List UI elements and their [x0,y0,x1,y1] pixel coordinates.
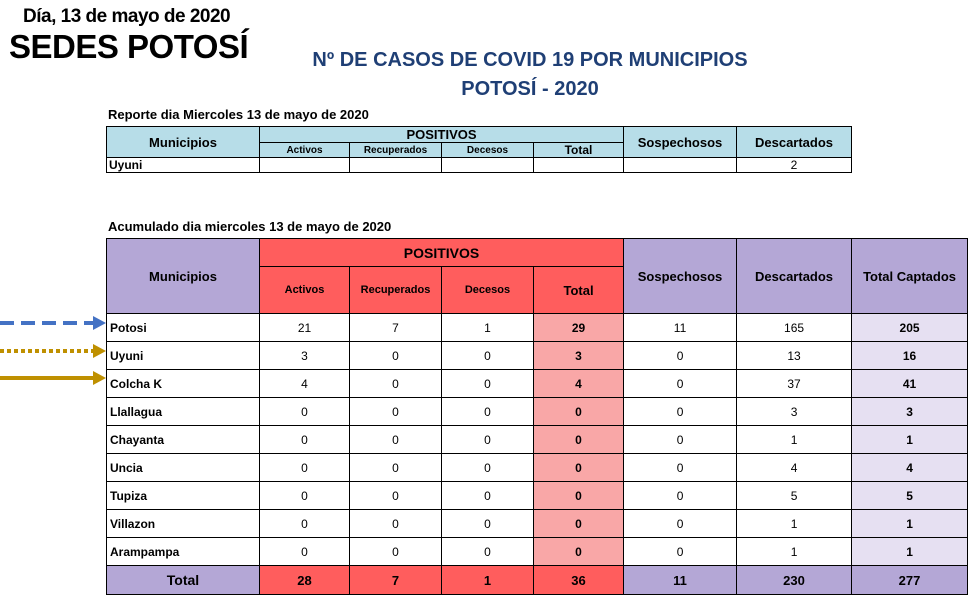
cell-recuperados [350,158,442,173]
cell-descartados: 4 [737,454,852,482]
cell-descartados: 1 [737,538,852,566]
cell-total-captados: 41 [852,370,968,398]
cell-municipio: Potosi [107,314,260,342]
col-decesos: Decesos [442,143,534,158]
daily-report-table [106,126,852,173]
col-recuperados: Recuperados [350,267,442,314]
cell-sospechosos: 0 [624,454,737,482]
cell-decesos: 0 [442,398,534,426]
col-total: Total [534,143,624,158]
accumulated-caption: Acumulado dia miercoles 13 de mayo de 2020 [108,219,392,234]
cell-descartados: 37 [737,370,852,398]
cell-municipio: Uncia [107,454,260,482]
cell-recuperados: 7 [350,314,442,342]
cell-municipio: Uyuni [107,158,260,173]
cell-recuperados: 0 [350,538,442,566]
col-municipios: Municipios [107,239,260,314]
col-activos: Activos [260,267,350,314]
cell-recuperados: 0 [350,370,442,398]
cell-sospechosos: 0 [624,510,737,538]
cell-descartados: 5 [737,482,852,510]
cell-activos: 0 [260,482,350,510]
cell-activos: 0 [260,398,350,426]
cell-recuperados: 0 [350,482,442,510]
cell-recuperados: 0 [350,426,442,454]
cell-activos: 0 [260,426,350,454]
cell-activos: 0 [260,454,350,482]
organization-name: SEDES POTOSÍ [9,28,249,65]
cell-total-captados: 3 [852,398,968,426]
total-activos: 28 [260,566,350,595]
table-row [107,314,968,342]
total-captados: 277 [852,566,968,595]
page-title: Nº DE CASOS DE COVID 19 POR MUNICIPIOS [312,49,748,71]
cell-sospechosos: 0 [624,426,737,454]
cell-total: 0 [534,398,624,426]
totals-row [107,566,968,595]
col-total: Total [534,267,624,314]
cell-total-captados: 205 [852,314,968,342]
total-descartados: 230 [737,566,852,595]
table-row [107,342,968,370]
solid-arrow-icon [0,371,106,385]
cell-recuperados: 0 [350,510,442,538]
cell-decesos: 1 [442,314,534,342]
dashed-arrow-icon [0,316,106,330]
table-row [107,426,968,454]
col-positivos: POSITIVOS [260,127,624,143]
table-row [107,370,968,398]
cell-municipio: Tupiza [107,482,260,510]
cell-total: 4 [534,370,624,398]
cell-total-captados: 1 [852,510,968,538]
report-date: Día, 13 de mayo de 2020 [23,6,231,27]
cell-municipio: Chayanta [107,426,260,454]
cell-decesos: 0 [442,538,534,566]
cell-activos [260,158,350,173]
cell-total-captados: 5 [852,482,968,510]
col-activos: Activos [260,143,350,158]
cell-total-captados: 1 [852,426,968,454]
table-row [107,482,968,510]
cell-sospechosos: 0 [624,398,737,426]
col-decesos: Decesos [442,267,534,314]
cell-activos: 21 [260,314,350,342]
col-total-captados: Total Captados [852,239,968,314]
cell-descartados: 165 [737,314,852,342]
col-descartados: Descartados [737,127,852,158]
cell-descartados: 2 [737,158,852,173]
cell-sospechosos [624,158,737,173]
cell-total-captados: 16 [852,342,968,370]
col-sospechosos: Sospechosos [624,127,737,158]
cell-municipio: Llallagua [107,398,260,426]
cell-recuperados: 0 [350,454,442,482]
cell-activos: 0 [260,538,350,566]
cell-decesos: 0 [442,370,534,398]
highlight-arrows [0,300,106,390]
table-row [107,454,968,482]
cell-recuperados: 0 [350,342,442,370]
col-municipios: Municipios [107,127,260,158]
cell-total: 0 [534,426,624,454]
cell-decesos: 0 [442,342,534,370]
col-positivos: POSITIVOS [260,239,624,267]
cell-decesos: 0 [442,454,534,482]
cell-decesos [442,158,534,173]
cell-descartados: 1 [737,510,852,538]
cell-descartados: 1 [737,426,852,454]
dotted-arrow-icon [0,344,106,358]
col-recuperados: Recuperados [350,143,442,158]
cell-municipio: Colcha K [107,370,260,398]
cell-sospechosos: 0 [624,538,737,566]
table-row [107,538,968,566]
cell-municipio: Uyuni [107,342,260,370]
cell-sospechosos: 0 [624,370,737,398]
cell-total: 0 [534,454,624,482]
table-row [107,398,968,426]
cell-sospechosos: 11 [624,314,737,342]
page-subtitle: POTOSÍ - 2020 [461,78,599,100]
cell-total-captados: 1 [852,538,968,566]
cell-total: 0 [534,482,624,510]
total-recuperados: 7 [350,566,442,595]
cell-total: 3 [534,342,624,370]
cell-municipio: Arampampa [107,538,260,566]
table-row [107,158,852,173]
cell-total [534,158,624,173]
report-caption: Reporte dia Miercoles 13 de mayo de 2020 [108,107,369,122]
cell-descartados: 13 [737,342,852,370]
total-decesos: 1 [442,566,534,595]
col-sospechosos: Sospechosos [624,239,737,314]
total-total: 36 [534,566,624,595]
accumulated-table [106,238,968,595]
cell-activos: 0 [260,510,350,538]
cell-total: 0 [534,510,624,538]
cell-recuperados: 0 [350,398,442,426]
cell-municipio: Villazon [107,510,260,538]
cell-sospechosos: 0 [624,482,737,510]
cell-activos: 4 [260,370,350,398]
cell-sospechosos: 0 [624,342,737,370]
cell-activos: 3 [260,342,350,370]
cell-decesos: 0 [442,482,534,510]
cell-descartados: 3 [737,398,852,426]
total-sospechosos: 11 [624,566,737,595]
col-descartados: Descartados [737,239,852,314]
cell-decesos: 0 [442,510,534,538]
totals-label: Total [107,566,260,595]
table-row [107,510,968,538]
cell-decesos: 0 [442,426,534,454]
cell-total: 29 [534,314,624,342]
cell-total: 0 [534,538,624,566]
cell-total-captados: 4 [852,454,968,482]
